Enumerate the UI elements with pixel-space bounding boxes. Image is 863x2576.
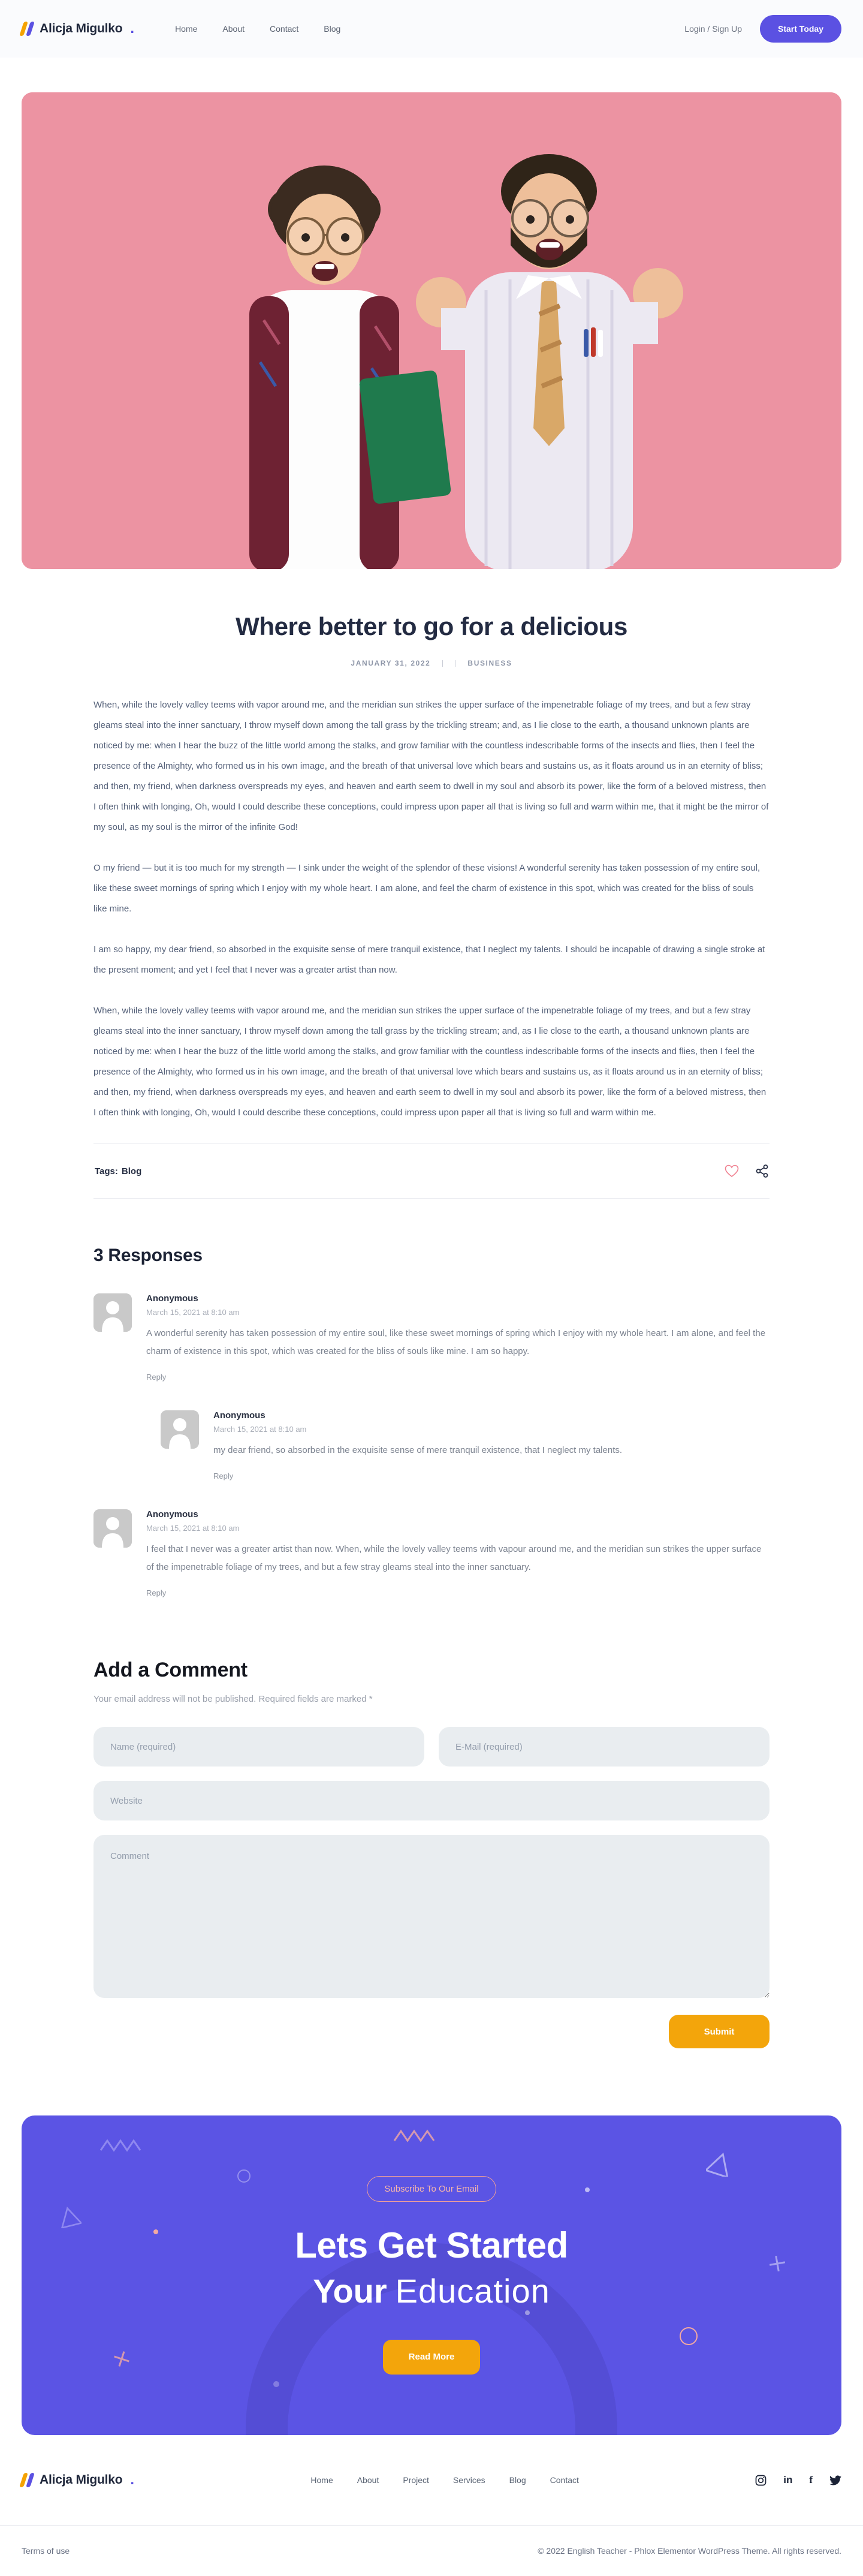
- bottom-bar: [0, 2526, 863, 2576]
- avatar: [161, 1410, 199, 1449]
- hero-photo-illustration: [22, 92, 841, 569]
- cta-title: [295, 2223, 568, 2312]
- post-body: [93, 695, 770, 1123]
- tag-link-blog[interactable]: Blog: [121, 1166, 142, 1176]
- post-paragraph: When, while the lovely valley teems with vapor around me, and the meridian sun strikes the upper surface of the impenetrable foliage of my trees, and but a few stray gleams steal into the inner sanctuary, I throw myself down among the tall grass by the trickling stream; and, as I lie close to the earth, a thousand unknown plants are noticed by me: when I hear the buzz of the little world among the stalks, and grow familiar with the countless indescribable forms of the insects and flies, then I feel the presence of the Almighty, who formed us in his own image, and the breath of that universal love which bears and sustains us, as it floats around us in an eternity of bliss; and then, my friend, when darkness overspreads my eyes, and heaven and earth seem to dwell in my soul and absorb its power, like the form of a beloved mistress, then I often think with longing, Oh, would I could describe these conceptions, could impress upon paper all that is living so full and warm within me.: [93, 1006, 767, 1118]
- linkedin-icon[interactable]: in: [783, 2474, 793, 2485]
- reply-link[interactable]: Reply: [213, 1471, 234, 1480]
- logo-text: Alicja Migulko: [40, 22, 123, 35]
- logo-slashes-icon: [22, 2473, 32, 2487]
- footer-nav-blog[interactable]: Blog: [509, 2475, 526, 2485]
- facebook-icon[interactable]: f: [809, 2474, 813, 2485]
- comment-author: Anonymous: [213, 1410, 265, 1421]
- login-signup-link[interactable]: Login / Sign Up: [684, 24, 743, 34]
- footer-social: [755, 2474, 841, 2486]
- cta-title-line2: [295, 2271, 568, 2312]
- comment-author: Anonymous: [146, 1293, 198, 1304]
- website-field[interactable]: [93, 1781, 770, 1820]
- comment-form: [93, 1727, 770, 2048]
- comment-date: March 15, 2021 at 8:10 am: [213, 1425, 307, 1434]
- hero-image: [22, 92, 841, 569]
- dot-decoration: [153, 2229, 158, 2234]
- logo-dot: .: [130, 20, 135, 37]
- post-paragraph: I am so happy, my dear friend, so absorbed in the exquisite sense of mere tranquil existence, that I neglect my talents. I should be incapable of drawing a single stroke at the present moment; and yet I feel that I never was a greater artist than now.: [93, 944, 765, 975]
- comment-item: [93, 1509, 770, 1599]
- comment-date: March 15, 2021 at 8:10 am: [146, 1524, 240, 1533]
- footer-logo-dot: .: [130, 2472, 135, 2488]
- name-field[interactable]: [93, 1727, 424, 1767]
- triangle-decoration: [706, 2151, 734, 2177]
- share-icon[interactable]: [756, 1164, 768, 1178]
- comment-text: A wonderful serenity has taken possession of my entire soul, like these sweet mornings of spring which I enjoy with my whole heart. I am alone, and feel the charm of existence in this spot, which was created for the bliss of souls like mine. I am so happy.: [146, 1328, 766, 1356]
- tags-label: Tags:: [95, 1166, 118, 1176]
- meta-divider: [442, 660, 443, 667]
- comment-field[interactable]: [93, 1835, 770, 1998]
- nav-item-blog[interactable]: Blog: [324, 24, 341, 34]
- comment-author: Anonymous: [146, 1509, 198, 1519]
- responses-heading: 3 Responses: [93, 1245, 203, 1265]
- read-more-button[interactable]: Read More: [383, 2340, 480, 2375]
- twitter-icon[interactable]: [829, 2475, 841, 2485]
- comment-item: [93, 1293, 770, 1383]
- post-paragraph: O my friend — but it is too much for my strength — I sink under the weight of the splendor of these visions! A wonderful serenity has taken possession of my entire soul, like these sweet mornings of spring which I enjoy with my whole heart. I am alone, and feel the charm of existence in this spot, which was created for the bliss of souls like mine.: [93, 863, 761, 914]
- header-nav: [175, 24, 340, 34]
- page-title: Where better to go for a delicious: [236, 612, 627, 640]
- comment-text: my dear friend, so absorbed in the exquisite sense of mere tranquil existence, that I neglect my talents.: [213, 1445, 623, 1455]
- header-actions: [684, 15, 841, 43]
- footer-nav-contact[interactable]: Contact: [550, 2475, 579, 2485]
- site-logo[interactable]: [22, 20, 134, 37]
- tags-bar: [93, 1143, 770, 1199]
- reply-link[interactable]: Reply: [146, 1588, 167, 1597]
- cta-title-education: Education: [395, 2272, 550, 2310]
- footer-nav-services[interactable]: Services: [452, 2475, 485, 2485]
- form-note: Your email address will not be published. Required fields are marked *: [93, 1694, 373, 1704]
- footer-nav: [134, 2475, 755, 2485]
- logo-slashes-icon: [22, 22, 32, 36]
- plus-decoration: [111, 2349, 132, 2369]
- responses-section: [93, 1245, 770, 1599]
- cta-title-your: Your: [313, 2272, 387, 2310]
- dot-decoration: [585, 2187, 590, 2192]
- circle-decoration: [680, 2327, 698, 2345]
- reply-link[interactable]: Reply: [146, 1373, 167, 1382]
- submit-button[interactable]: Submit: [669, 2015, 770, 2048]
- zigzag-decoration: [99, 2137, 141, 2153]
- footer-nav-home[interactable]: Home: [310, 2475, 333, 2485]
- nav-item-home[interactable]: Home: [175, 24, 198, 34]
- post-category[interactable]: BUSINESS: [467, 659, 512, 667]
- instagram-icon[interactable]: [755, 2475, 767, 2486]
- post-paragraph: When, while the lovely valley teems with vapor around me, and the meridian sun strikes the upper surface of the impenetrable foliage of my trees, and but a few stray gleams steal into the inner sanctuary, I throw myself down among the tall grass by the trickling stream; and, as I lie close to the earth, a thousand unknown plants are noticed by me: when I hear the buzz of the little world among the stalks, and grow familiar with the countless indescribable forms of the insects and flies, then I feel the presence of the Almighty, who formed us in his own image, and the breath of that universal love which bears and sustains us, as it floats around us in an eternity of bliss; and then, my friend, when darkness overspreads my eyes, and heaven and earth seem to dwell in my soul and absorb its power, like the form of a beloved mistress, then I often think with longing, Oh, would I could describe these conceptions, could impress upon paper all that is living so full and warm within me, that it might be the mirror of my soul, as my soul is the mirror of the infinite God!: [93, 700, 769, 832]
- nav-item-contact[interactable]: Contact: [270, 24, 299, 34]
- email-field[interactable]: [439, 1727, 770, 1767]
- like-heart-icon[interactable]: [725, 1164, 739, 1178]
- triangle-decoration: [58, 2205, 82, 2228]
- footer-nav-project[interactable]: Project: [403, 2475, 429, 2485]
- copyright-text: © 2022 English Teacher - Phlox Elementor WordPress Theme. All rights reserved.: [538, 2546, 841, 2556]
- comment-text: I feel that I never was a greater artist than now. When, while the lovely valley teems with vapour around me, and the meridian sun strikes the upper surface of the impenetrable foliage of my trees, and but a few stray gleams steal into the inner sanctuary.: [146, 1544, 762, 1572]
- dot-decoration: [273, 2381, 279, 2387]
- footer-logo[interactable]: [22, 2472, 134, 2488]
- add-comment-heading: Add a Comment: [93, 1659, 248, 1681]
- circle-decoration: [237, 2169, 251, 2183]
- post-meta: [93, 659, 770, 667]
- site-footer: [0, 2435, 863, 2576]
- avatar: [93, 1293, 132, 1332]
- cta-banner: [22, 2115, 841, 2435]
- plus-decoration: [767, 2253, 787, 2274]
- footer-logo-text: Alicja Migulko: [40, 2473, 123, 2487]
- footer-nav-about[interactable]: About: [357, 2475, 379, 2485]
- add-comment-section: [93, 1659, 770, 2048]
- post-date: JANUARY 31, 2022: [351, 659, 431, 667]
- comment-date: March 15, 2021 at 8:10 am: [146, 1308, 240, 1317]
- site-header: [0, 0, 863, 58]
- subscribe-pill-button[interactable]: Subscribe To Our Email: [367, 2176, 496, 2202]
- cta-title-line1: Lets Get Started: [295, 2225, 568, 2266]
- zigzag-decoration: [393, 2127, 435, 2143]
- avatar: [93, 1509, 132, 1548]
- nav-item-about[interactable]: About: [222, 24, 245, 34]
- article-main: [93, 612, 770, 2048]
- comment-item-nested: [161, 1410, 770, 1482]
- start-today-button[interactable]: Start Today: [760, 15, 841, 43]
- terms-link[interactable]: Terms of use: [22, 2546, 70, 2556]
